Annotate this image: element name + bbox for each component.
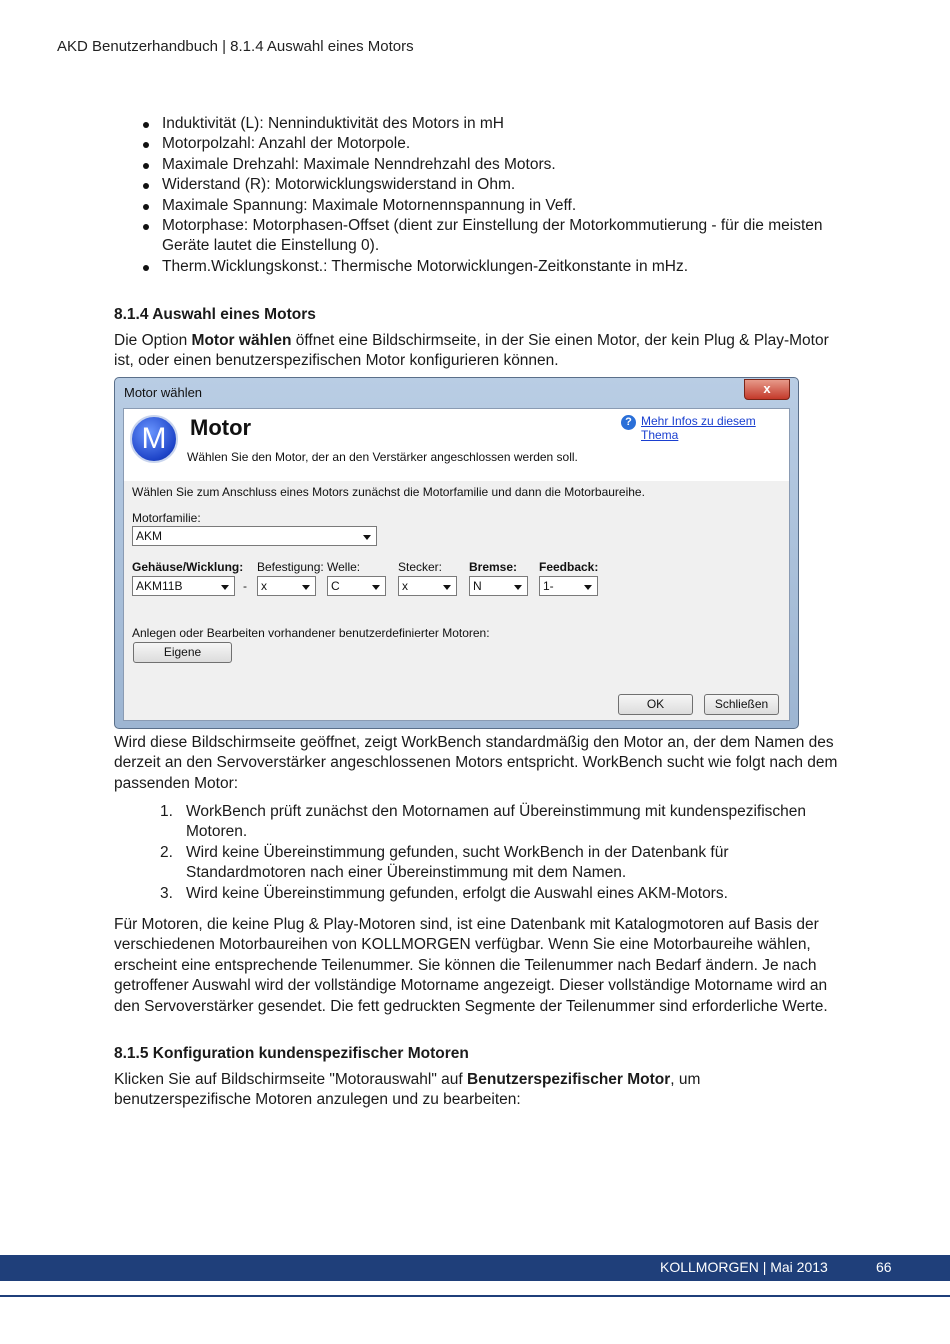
feedback-select[interactable] xyxy=(539,576,598,596)
help-icon[interactable]: ? xyxy=(621,415,636,430)
step-number: 2. xyxy=(160,843,173,861)
custom-motors-label: Anlegen oder Bearbeiten vorhandener benutzerdefinierter Motoren: xyxy=(132,626,490,640)
custom-motors-button[interactable]: Eigene xyxy=(133,642,232,663)
search-steps-list xyxy=(160,802,830,904)
dialog-heading: Motor xyxy=(190,415,252,440)
section-heading-custom-motors: 8.1.5 Konfiguration kundenspezifischer Motoren xyxy=(114,1045,469,1062)
step-text: Wird keine Übereinstimmung gefunden, erfolgt die Auswahl eines AKM-Motors. xyxy=(186,884,728,902)
footer-divider xyxy=(0,1295,950,1297)
chevron-down-icon xyxy=(302,585,310,590)
list-item xyxy=(160,802,830,843)
motor-logo-icon: M xyxy=(130,415,178,463)
help-link[interactable]: Mehr Infos zu diesem Thema xyxy=(641,414,756,442)
shaft-select[interactable] xyxy=(327,576,386,596)
close-dialog-button[interactable]: Schließen xyxy=(704,694,779,715)
dialog-subtitle: Wählen Sie den Motor, der an den Verstärker angeschlossen werden soll. xyxy=(187,450,578,464)
section2-text xyxy=(114,1070,839,1111)
mount-select[interactable] xyxy=(257,576,316,596)
chevron-down-icon xyxy=(514,585,522,590)
connector-label: Stecker: xyxy=(398,560,443,574)
brake-label: Bremse: xyxy=(469,560,518,574)
brake-select[interactable] xyxy=(469,576,528,596)
motor-family-label: Motorfamilie: xyxy=(132,511,201,525)
brake-value: N xyxy=(473,579,482,593)
footer-text: KOLLMORGEN | Mai 2013 xyxy=(660,1259,828,1275)
separator-dash: - xyxy=(243,579,247,593)
list-item: Maximale Drehzahl: Maximale Nenndrehzahl des Motors. xyxy=(137,155,837,175)
section2-text-post: , um benutzerspezifische Motoren anzulegen und zu bearbeiten: xyxy=(114,1071,701,1109)
shaft-label: Welle: xyxy=(327,560,361,574)
connector-value: x xyxy=(402,579,408,593)
page-number: 66 xyxy=(876,1259,892,1275)
dialog-instruction: Wählen Sie zum Anschluss eines Motors zunächst die Motorfamilie und dann die Motorbaureihe. xyxy=(132,485,645,499)
list-item: Maximale Spannung: Maximale Motornennspannung in Veff. xyxy=(137,196,837,216)
list-item: Induktivität (L): Nenninduktivität des Motors in mH xyxy=(137,114,837,134)
housing-value: AKM11B xyxy=(136,579,183,593)
list-item: Motorphase: Motorphasen-Offset (dient zur Einstellung der Motorkommutierung - für die meisten Geräte lautet die Einstellung 0). xyxy=(137,216,837,257)
parameter-list xyxy=(137,114,837,277)
section2-bold: Benutzerspezifischer Motor xyxy=(467,1071,671,1088)
list-item: Widerstand (R): Motorwicklungswiderstand in Ohm. xyxy=(137,175,837,195)
shaft-value: C xyxy=(331,579,340,593)
mount-value: x xyxy=(261,579,267,593)
dialog-title: Motor wählen xyxy=(124,385,203,400)
section-intro xyxy=(114,331,839,372)
step-number: 3. xyxy=(160,884,173,902)
housing-select[interactable] xyxy=(132,576,235,596)
intro-bold: Motor wählen xyxy=(191,332,292,349)
list-item: Motorpolzahl: Anzahl der Motorpole. xyxy=(137,134,837,154)
chevron-down-icon xyxy=(443,585,451,590)
step-number: 1. xyxy=(160,803,173,820)
list-item xyxy=(160,884,830,904)
step-text: Wird keine Übereinstimmung gefunden, sucht WorkBench in der Datenbank für Standardmotoren nach einer Übereinstimmung mit dem Namen. xyxy=(186,843,729,882)
feedback-value: 1- xyxy=(543,579,554,593)
page-header: AKD Benutzerhandbuch | 8.1.4 Auswahl eines Motors xyxy=(57,38,414,55)
list-item: Therm.Wicklungskonst.: Thermische Motorwicklungen-Zeitkonstante in mHz. xyxy=(137,257,837,277)
list-item xyxy=(160,843,830,884)
intro-text-post: öffnet eine Bildschirmseite, in der Sie einen Motor, der kein Plug & Play-Motor ist, oder einen benutzerspezifischen Motor konfigurieren können. xyxy=(114,332,829,370)
chevron-down-icon xyxy=(221,585,229,590)
connector-select[interactable] xyxy=(398,576,457,596)
para-after-dialog: Wird diese Bildschirmseite geöffnet, zeigt WorkBench standardmäßig den Motor an, der dem Namen des derzeit an den Servoverstärker angeschlossenen Motors entspricht. WorkBench sucht wie folgt nach dem passenden Motor: xyxy=(114,734,838,792)
dialog-header-panel xyxy=(124,409,789,481)
motor-family-select[interactable] xyxy=(132,526,377,546)
para-catalog: Für Motoren, die keine Plug & Play-Motoren sind, ist eine Datenbank mit Katalogmotoren auf Basis der verschiedenen Motorbaureihen von KOLLMORGEN verfügbar. Wenn Sie eine Motorbaureihe wählen, erscheint eine entsprechende Teilenummer. Sie können die Teilenummer nach Bedarf ändern. Je nach getroffener Auswahl wird der vollständige Motorname angezeigt. Dieser vollständige Motorname wird an den Servoverstärker gesendet. Die fett gedruckten Segmente der Teilenummer sind erforderliche Werte. xyxy=(114,916,828,1015)
step-text: WorkBench prüft zunächst den Motornamen auf Übereinstimmung mit kundenspezifischen Motoren. xyxy=(186,803,807,841)
housing-label: Gehäuse/Wicklung: xyxy=(132,560,244,574)
mount-label: Befestigung: xyxy=(257,560,324,574)
section-heading-motor-selection: 8.1.4 Auswahl eines Motors xyxy=(114,306,316,323)
section2-text-pre: Klicken Sie auf Bildschirmseite "Motorauswahl" auf xyxy=(114,1071,468,1088)
chevron-down-icon xyxy=(372,585,380,590)
dialog-close-button[interactable]: x xyxy=(744,379,790,400)
intro-text-pre: Die Option xyxy=(114,332,192,349)
motor-dialog xyxy=(114,377,799,729)
ok-button[interactable]: OK xyxy=(618,694,693,715)
motor-family-value: AKM xyxy=(136,529,163,543)
dialog-body xyxy=(123,408,790,721)
feedback-label: Feedback: xyxy=(539,560,599,574)
chevron-down-icon xyxy=(363,535,371,540)
chevron-down-icon xyxy=(584,585,592,590)
